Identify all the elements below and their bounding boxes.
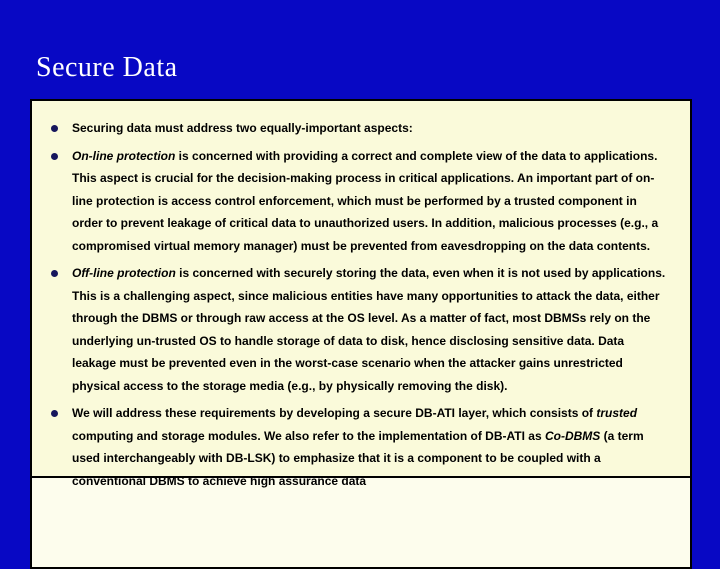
bullet-item [48, 402, 670, 492]
bullet-icon [51, 153, 58, 160]
bullet-icon [51, 125, 58, 132]
bullet-icon [51, 410, 58, 417]
bullet-text: Securing data must address two equally-important aspects: [72, 121, 413, 135]
bullet-icon [51, 270, 58, 277]
bullet-text: On-line protection is concerned with providing a correct and complete view of the data to applications. This aspect is crucial for the decision-making process in critical applications. An important part of on-line protection is access control enforcement, which must be performed by a trusted component in order to prevent leakage of critical data to unauthorized users. In addition, malicious processes (e.g., a compromised virtual memory manager) must be prevented from eavesdropping on the data contents. [72, 148, 659, 253]
bullet-item [48, 145, 670, 258]
bullet-item [48, 117, 670, 140]
content-box [30, 99, 692, 569]
bullet-list [32, 101, 690, 492]
bullet-text: Off-line protection is concerned with securely storing the data, even when it is not used by applications. This is a challenging aspect, since malicious entities have many opportunities to attack the data, either through the DBMS or through raw access at the OS level. As a matter of fact, most DBMSs rely on the underlying un-trusted OS to handle storage of data to disk, hence disclosing sensitive data. Data leakage must be prevented even in the worst-case scenario when the attacker gains unrestricted physical access to the storage media (e.g., by physically removing the disk). [72, 266, 666, 393]
slide-title: Secure Data [36, 52, 178, 83]
bullet-text: We will address these requirements by developing a secure DB-ATI layer, which consists of trusted computing and storage modules. We also refer to the implementation of DB-ATI as Co-DBMS (a term used interchangeably with DB-LSK) to emphasize that it is a component to be coupled with a conventional DBMS to achieve high assurance data [72, 406, 644, 488]
bullet-item [48, 262, 670, 397]
